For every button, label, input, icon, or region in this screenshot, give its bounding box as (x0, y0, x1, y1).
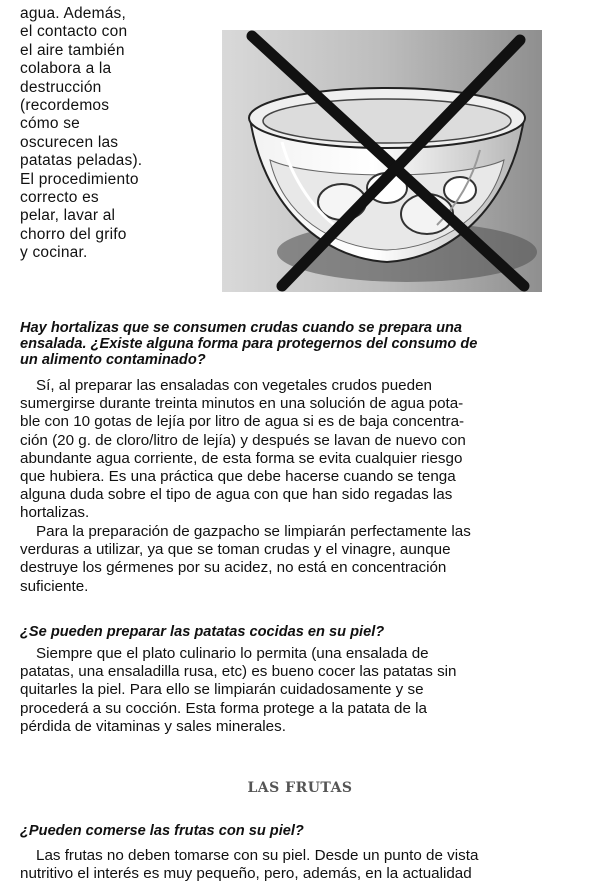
answer-paragraph-4 (20, 847, 586, 883)
text-line: que hubiera. Es una práctica que debe hacerse cuando se tenga (20, 468, 456, 486)
text-line: Las frutas no deben tomarse con su piel. Desde un punto de vista (36, 847, 479, 864)
text-line: nutritivo el interés es muy pequeño, pero, además, en la actualidad (20, 865, 472, 883)
text-line: ¿Pueden comerse las frutas con su piel? (20, 823, 304, 839)
text-line: destruye los gérmenes por su acidez, no está en concentración (20, 559, 447, 577)
text-line: ¿Se pueden preparar las patatas cocidas en su piel? (20, 624, 385, 640)
text-line: y cocinar. (20, 244, 88, 262)
text-line: oscurecen las (20, 133, 119, 151)
text-line: patatas peladas). (20, 152, 143, 170)
text-line: alguna duda sobre el tipo de agua con que han sido regadas las (20, 486, 453, 504)
section-title: LAS FRUTAS (247, 780, 353, 796)
text-line: un alimento contaminado? (20, 352, 206, 369)
text-line: ción (20 g. de cloro/litro de lejía) y después se lavan de nuevo con (20, 431, 466, 449)
text-line: pelar, lavar al (20, 207, 116, 225)
text-line: cómo se (20, 115, 80, 133)
answer-paragraph-3 (20, 645, 586, 736)
text-line: destrucción (20, 78, 102, 96)
text-line: quitarles la piel. Para ello se limpiarán cuidadosamente y se (20, 681, 424, 699)
text-line: procederá a su cocción. Esta forma protege a la patata de la (20, 699, 427, 717)
text-line: correcto es (20, 189, 99, 207)
text-line: sumergirse durante treinta minutos en una solución de agua pota- (20, 395, 464, 413)
text-line: hortalizas. (20, 504, 90, 522)
question-heading-3 (20, 823, 586, 839)
text-line: suficiente. (20, 577, 89, 595)
text-line: Hay hortalizas que se consumen crudas cuando se prepara una (20, 320, 463, 336)
answer-paragraph-1 (20, 377, 586, 523)
text-line: el aire también (20, 41, 125, 59)
question-heading-2 (20, 624, 586, 640)
text-line: pérdida de vitaminas y sales minerales. (20, 717, 286, 735)
text-line: abundante agua corriente, de esta forma se evita cualquier riesgo (20, 449, 463, 467)
text-line: ble con 10 gotas de lejía por litro de agua si es de baja concentra- (20, 413, 465, 431)
text-line: agua. Además, (20, 5, 127, 22)
text-line: El procedimiento (20, 170, 139, 188)
answer-paragraph-2 (20, 523, 586, 596)
side-paragraph (20, 5, 170, 263)
text-line: ensalada. ¿Existe alguna forma para protegernos del consumo de (20, 336, 478, 353)
text-line: Sí, al preparar las ensaladas con vegetales crudos pueden (36, 377, 432, 394)
crossed-out-bowl-with-peeled-potatoes-icon (222, 30, 542, 292)
text-line: verduras a utilizar, ya que se toman crudas y el vinagre, aunque (20, 541, 451, 559)
text-line: colabora a la (20, 60, 112, 78)
text-line: Para la preparación de gazpacho se limpiarán perfectamente las (36, 523, 471, 540)
text-line: (recordemos (20, 97, 110, 115)
question-heading-1 (20, 320, 586, 369)
text-line: el contacto con (20, 23, 128, 41)
text-line: chorro del grifo (20, 225, 127, 243)
text-line: patatas, una ensaladilla rusa, etc) es bueno cocer las patatas sin (20, 663, 457, 681)
text-line: Siempre que el plato culinario lo permita (una ensalada de (36, 645, 429, 662)
